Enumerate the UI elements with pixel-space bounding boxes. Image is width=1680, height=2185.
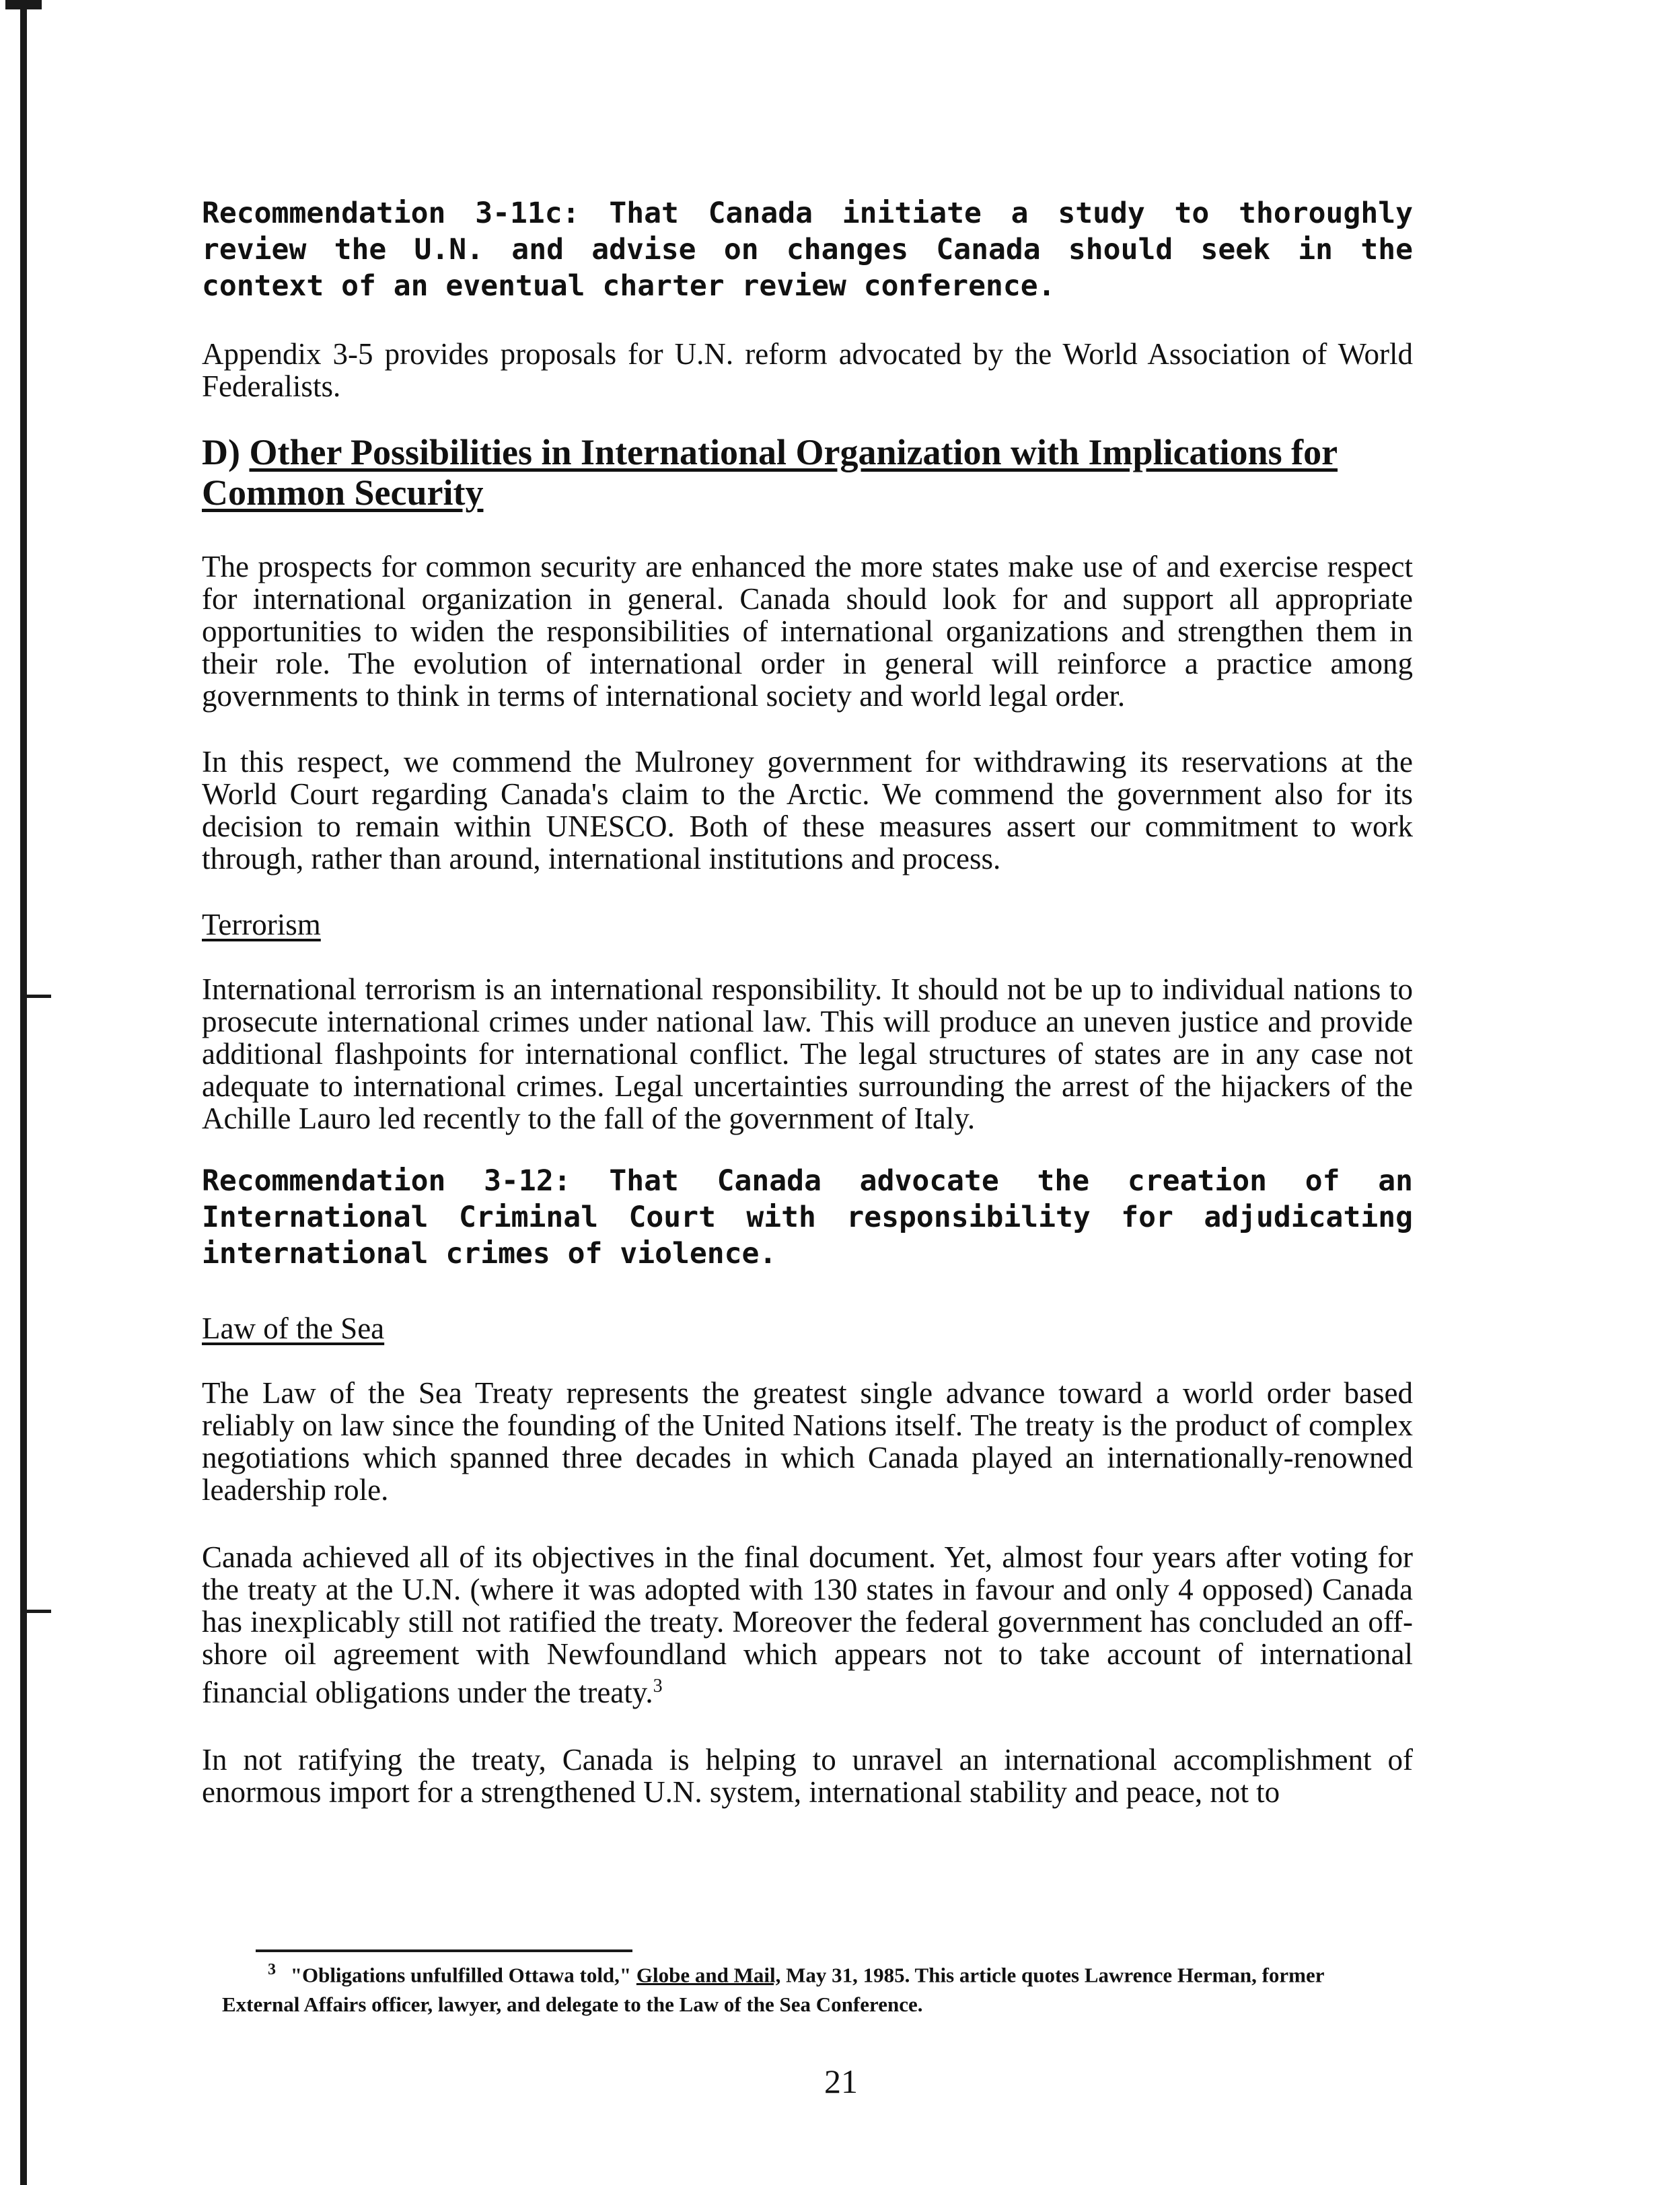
footnote [222,1955,1406,2019]
section-d-prefix: D) [202,432,240,472]
paragraph-law-of-sea-1: The Law of the Sea Treaty represents the greatest single advance toward a world order based reliably on law since the founding of the United Nations itself. The treaty is the product of complex negotiations which spanned three decades in which Canada played an internationally-renowned leadership role. [202,1376,1413,1507]
footnote-article-title: "Obligations unfulfilled Ottawa told," [290,1963,632,1987]
paragraph-common-security: The prospects for common security are enhanced the more states make use of and exercise respect for international organization in general. Canada should look for and support all appropriate opportunities to widen the responsibilities of international organizations and strengthen them in their role. The evolution of international order in general will reinforce a practice among governments to think in terms of international society and world legal order. [202,550,1413,713]
recommendation-3-11c [202,195,1413,304]
recommendation-text: That Canada initiate a study to thoroughly review the U.N. and advise on changes Canada should seek in the context of an eventual charter review conference. [202,196,1413,303]
subheading-terrorism: Terrorism [202,908,321,941]
section-d-heading [202,432,1413,513]
recommendation-label: Recommendation 3-12: [202,1164,571,1198]
paragraph-terrorism: International terrorism is an international responsibility. It should not be up to individual nations to prosecute international crimes under national law. This will produce an uneven justice and provide additional flashpoints for international conflict. The legal structures of states are in any case not adequate to international crimes. Legal uncertainties surrounding the arrest of the hijackers of the Achille Lauro led recently to the fall of the government of Italy. [202,972,1413,1135]
appendix-note: Appendix 3-5 provides proposals for U.N. reform advocated by the World Association of World Federalists. [202,337,1413,403]
binding-tick-mark [27,995,51,998]
recommendation-label: Recommendation 3-11c: [202,196,580,230]
recommendation-3-12 [202,1163,1413,1272]
paragraph-law-of-sea-3: In not ratifying the treaty, Canada is helping to unravel an international accomplishment of enormous import for a strengthened U.N. system, international stability and peace, not to [202,1743,1413,1809]
footnote-marker: 3 [268,1961,276,1978]
recommendation-text: That Canada advocate the creation of an International Criminal Court with responsibility for adjudicating international crimes of violence. [202,1164,1414,1270]
paragraph-text: Canada achieved all of its objectives in the final document. Yet, almost four years after voting for the treaty at the U.N. (where it was adopted with 130 states in favour and only 4 opposed) Canada has inexplicably still not ratified the treaty. Moreover the federal government has concluded an off-shore oil agreement with Newfoundland which appears not to take account of international financial obligations under the treaty. [202,1540,1413,1709]
paragraph-law-of-sea-2 [202,1541,1413,1709]
paragraph-commendation: In this respect, we commend the Mulroney government for withdrawing its reservations at the World Court regarding Canada's claim to the Arctic. We commend the government also for its decision to remain within UNESCO. Both of these measures assert our commitment to work through, rather than around, international institutions and process. [202,745,1413,875]
subheading-law-of-the-sea: Law of the Sea [202,1312,385,1345]
footnote-details: May 31, 1985. This article quotes Lawrence Herman, former External Affairs officer, lawyer, and delegate to the Law of the Sea Conference. [222,1963,1324,2017]
section-d-title: Other Possibilities in International Organization with Implications for Common Security [202,432,1338,513]
binding-edge-rule [20,0,27,2185]
footnote-divider [256,1949,632,1952]
footnote-publication: Globe and Mail, [636,1963,781,1987]
document-page [202,195,1413,1808]
binding-edge-cap [5,0,42,9]
binding-tick-mark [27,1610,51,1613]
page-number: 21 [824,2063,858,2100]
footnote-reference: 3 [653,1676,663,1696]
